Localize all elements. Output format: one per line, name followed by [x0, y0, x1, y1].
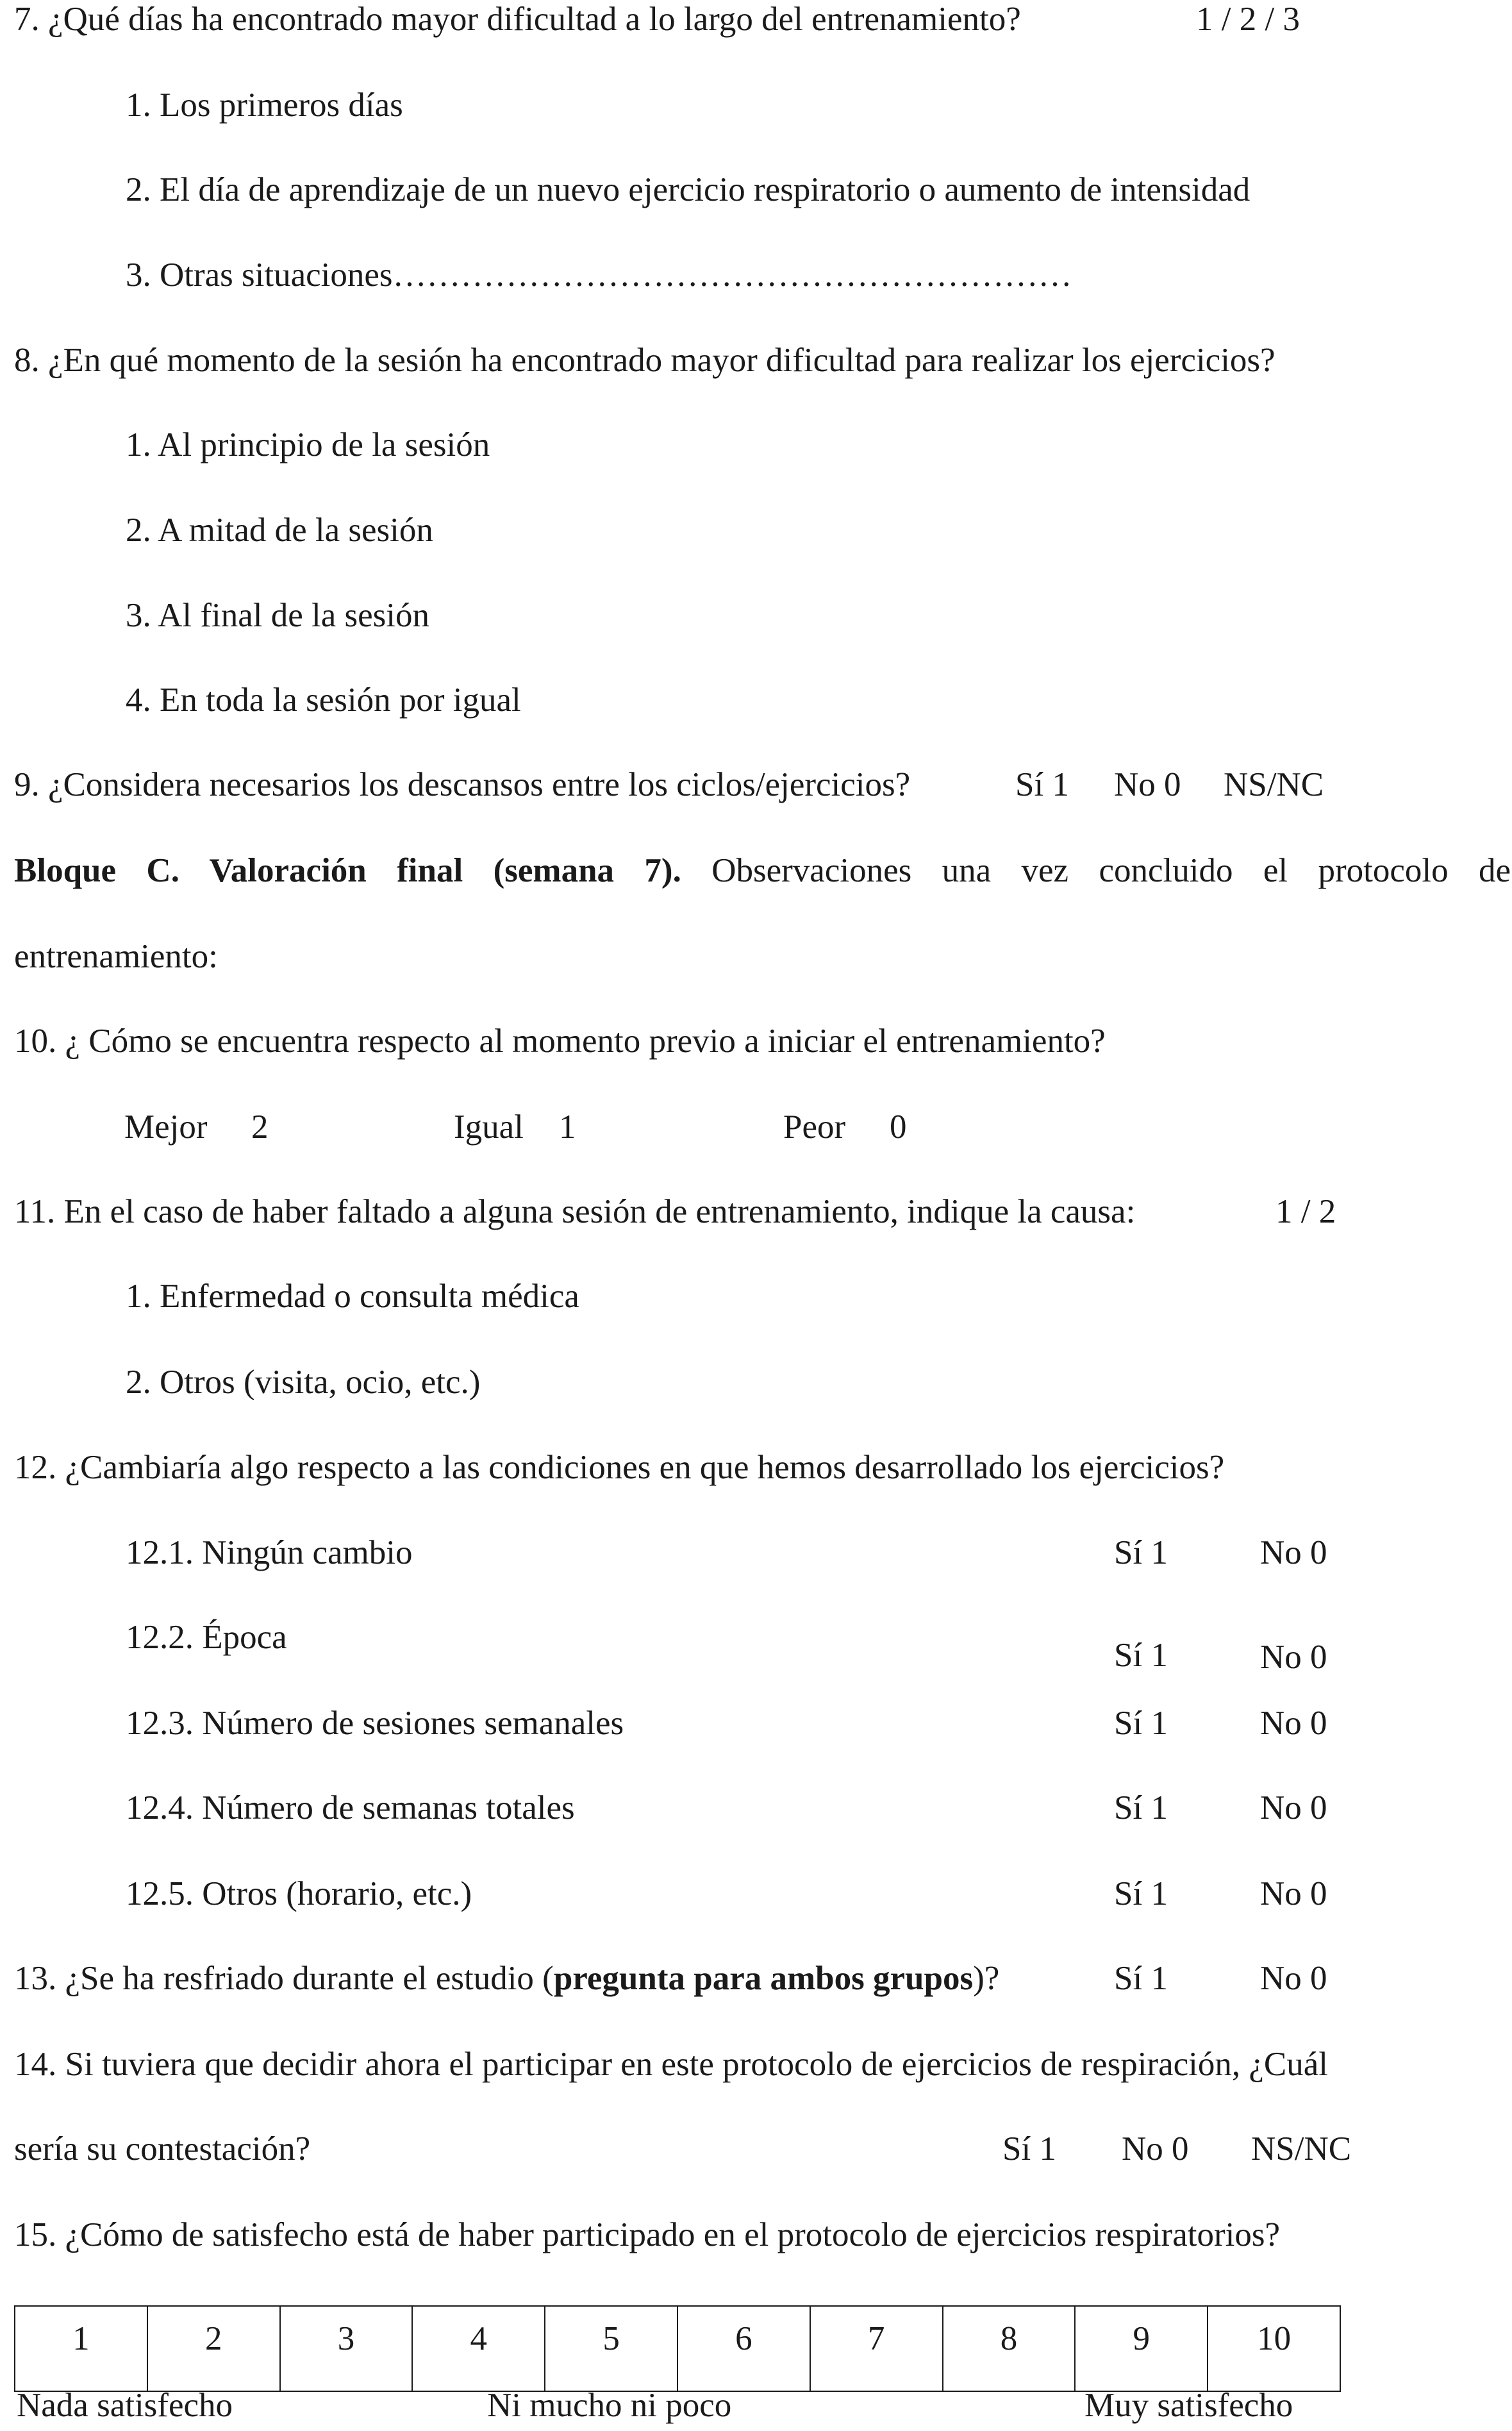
q12-item-label: 12.3. Número de sesiones semanales	[126, 1705, 624, 1742]
block-c-heading	[14, 850, 1511, 891]
q7-question: 7. ¿Qué días ha encontrado mayor dificultad a lo largo del entrenamiento?	[14, 1, 1021, 38]
q8-option-1: 1. Al principio de la sesión	[126, 426, 490, 464]
q9-question: 9. ¿Considera necesarios los descansos entre los ciclos/ejercicios?	[14, 766, 911, 803]
q12-item-label: 12.2. Época	[126, 1619, 287, 1656]
q12-item-no: No 0	[1260, 1639, 1327, 1676]
q15-question: 15. ¿Cómo de satisfecho está de haber participado en el protocolo de ejercicios respiratorios?	[14, 2216, 1280, 2253]
block-c-title: Bloque C. Valoración final (semana 7).	[14, 852, 681, 889]
q12-item-si: Sí 1	[1114, 1637, 1168, 1674]
scale-cell-6[interactable]: 6	[677, 2306, 810, 2391]
q12-item-no: No 0	[1260, 1875, 1327, 1912]
q12-item-no: No 0	[1260, 1534, 1327, 1571]
scale-label-low: Nada satisfecho	[17, 2387, 233, 2424]
q14-line-2: sería su contestación?	[14, 2130, 311, 2168]
q8-question: 8. ¿En qué momento de la sesión ha encontrado mayor dificultad para realizar los ejercicios?	[14, 342, 1275, 379]
q12-item-no: No 0	[1260, 1789, 1327, 1826]
scale-cell-8[interactable]: 8	[943, 2306, 1076, 2391]
q12-item-si: Sí 1	[1114, 1705, 1168, 1742]
q11-code: 1 / 2	[1275, 1193, 1336, 1230]
q11-option-2: 2. Otros (visita, ocio, etc.)	[126, 1364, 481, 1401]
q12-item-no: No 0	[1260, 1705, 1327, 1742]
scale-cell-1[interactable]: 1	[15, 2306, 147, 2391]
block-c-text: Observaciones una vez concluido el protocolo de	[711, 852, 1511, 889]
q12-question: 12. ¿Cambiaría algo respecto a las condiciones en que hemos desarrollado los ejercicios?	[14, 1449, 1225, 1486]
q10-peor-value: 0	[890, 1108, 907, 1146]
q13-si: Sí 1	[1114, 1960, 1168, 1997]
scale-label-mid: Ni mucho ni poco	[487, 2387, 732, 2424]
q9-si: Sí 1	[1015, 766, 1069, 803]
q12-item-si: Sí 1	[1114, 1789, 1168, 1826]
scale-cell-2[interactable]: 2	[147, 2306, 280, 2391]
q9-no: No 0	[1114, 766, 1181, 803]
q9-nsnc: NS/NC	[1224, 766, 1324, 803]
q7-code: 1 / 2 / 3	[1196, 1, 1300, 38]
scale-cell-5[interactable]: 5	[545, 2306, 677, 2391]
q14-nsnc: NS/NC	[1251, 2130, 1352, 2168]
scale-cell-9[interactable]: 9	[1075, 2306, 1208, 2391]
q10-igual: Igual	[454, 1108, 524, 1146]
scale-cell-10[interactable]: 10	[1208, 2306, 1340, 2391]
q7-dots: ……………………………………………………	[392, 256, 1072, 294]
scale-cell-3[interactable]: 3	[280, 2306, 413, 2391]
q12-item-label: 12.4. Número de semanas totales	[126, 1789, 575, 1826]
satisfaction-scale	[14, 2305, 1341, 2392]
q8-option-4: 4. En toda la sesión por igual	[126, 681, 521, 719]
q12-item-label: 12.1. Ningún cambio	[126, 1534, 413, 1571]
q11-option-1: 1. Enfermedad o consulta médica	[126, 1278, 579, 1315]
q13-bold: pregunta para ambos grupos	[553, 1960, 974, 1997]
scale-cell-7[interactable]: 7	[810, 2306, 943, 2391]
q10-igual-value: 1	[559, 1108, 576, 1146]
q12-item-si: Sí 1	[1114, 1534, 1168, 1571]
q7-option-2: 2. El día de aprendizaje de un nuevo ejercicio respiratorio o aumento de intensidad	[126, 171, 1250, 208]
q10-peor: Peor	[783, 1108, 846, 1146]
q13-question: 13. ¿Se ha resfriado durante el estudio (pregunta para ambos grupos)?	[14, 1960, 1000, 1997]
q11-question: 11. En el caso de haber faltado a alguna sesión de entrenamiento, indique la causa:	[14, 1193, 1136, 1230]
q12-item-si: Sí 1	[1114, 1875, 1168, 1912]
scale-label-high: Muy satisfecho	[1084, 2387, 1293, 2424]
q10-mejor-value: 2	[251, 1108, 269, 1146]
q8-option-3: 3. Al final de la sesión	[126, 597, 429, 634]
q10-question: 10. ¿ Cómo se encuentra respecto al momento previo a iniciar el entrenamiento?	[14, 1023, 1106, 1060]
q12-item-label: 12.5. Otros (horario, etc.)	[126, 1875, 472, 1912]
scale-cell-4[interactable]: 4	[412, 2306, 545, 2391]
q14-no: No 0	[1122, 2130, 1189, 2168]
q14-line-1: 14. Si tuviera que decidir ahora el participar en este protocolo de ejercicios de respiración, ¿Cuál	[14, 2046, 1328, 2083]
q7-option-3: 3. Otras situaciones……………………………………………………	[126, 256, 1072, 294]
q14-si: Sí 1	[1002, 2130, 1056, 2168]
block-c-text-2: entrenamiento:	[14, 938, 218, 975]
q10-mejor: Mejor	[124, 1108, 208, 1146]
q7-option-1: 1. Los primeros días	[126, 87, 403, 124]
q8-option-2: 2. A mitad de la sesión	[126, 512, 433, 549]
q13-no: No 0	[1260, 1960, 1327, 1997]
